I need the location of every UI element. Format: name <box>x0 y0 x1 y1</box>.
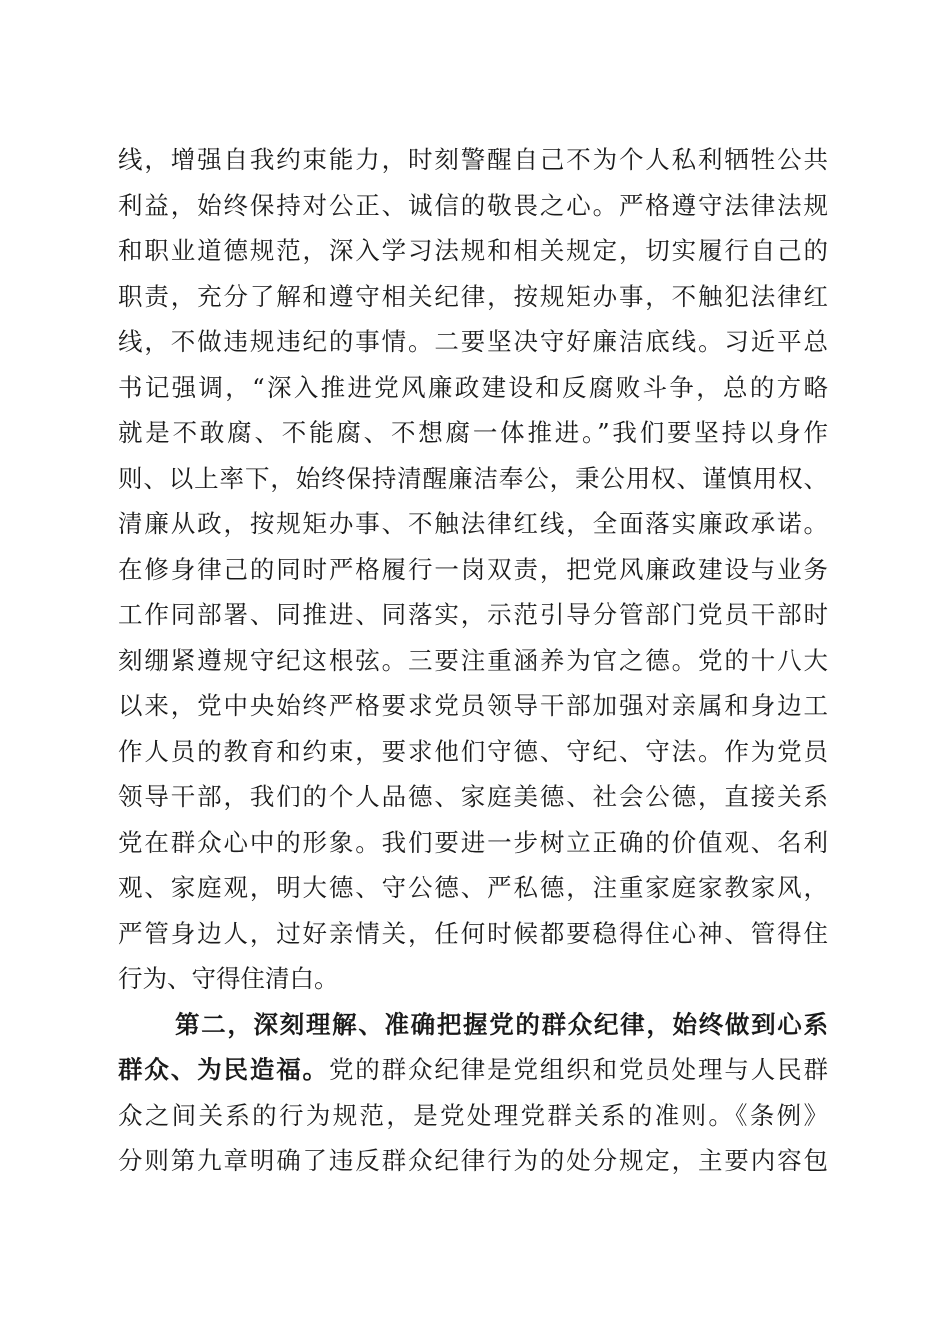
text-line: 和职业道德规范，深入学习法规和相关规定，切实履行自己的 <box>118 236 828 265</box>
section-heading-end: 群众、为民造福。 <box>118 1055 329 1084</box>
paragraph-1 <box>118 137 828 1002</box>
text-line: 分则第九章明确了违反群众纪律行为的处分规定，主要内容包 <box>118 1146 828 1175</box>
text-line: 线，增强自我约束能力，时刻警醒自己不为个人私利牺牲公共 <box>118 145 828 174</box>
text-line: 作人员的教育和约束，要求他们守德、守纪、守法。作为党员 <box>118 736 828 766</box>
text-line: 众之间关系的行为规范，是党处理党群关系的准则。《条例》 <box>118 1100 828 1130</box>
text-line: 书记强调，“深入推进党风廉政建设和反腐败斗争，总的方略 <box>118 372 828 402</box>
text-line: 则、以上率下，始终保持清醒廉洁奉公，秉公用权、谨慎用权、 <box>118 463 828 493</box>
text-line: 就是不敢腐、不能腐、不想腐一体推进。”我们要坚持以身作 <box>118 418 828 447</box>
text-line: 职责，充分了解和遵守相关纪律，按规矩办事，不触犯法律红 <box>118 281 828 311</box>
text-line: 党在群众心中的形象。我们要进一步树立正确的价值观、名利 <box>118 827 828 857</box>
text-line: 在修身律己的同时严格履行一岗双责，把党风廉政建设与业务 <box>118 554 828 584</box>
text-line: 清廉从政，按规矩办事、不触法律红线，全面落实廉政承诺。 <box>118 509 828 538</box>
text-line: 领导干部，我们的个人品德、家庭美德、社会公德，直接关系 <box>118 782 828 811</box>
text-line: 行为、守得住清白。 <box>118 964 339 993</box>
text-line: 利益，始终保持对公正、诚信的敬畏之心。严格遵守法律法规 <box>118 190 828 220</box>
text-line: 严管身边人，过好亲情关，任何时候都要稳得住心神、管得住 <box>118 918 828 948</box>
text-line: 观、家庭观，明大德、守公德、严私德，注重家庭家教家风， <box>118 873 828 902</box>
paragraph-2 <box>118 1002 828 1184</box>
body-text <box>118 137 828 1184</box>
text-line: 以来，党中央始终严格要求党员领导干部加强对亲属和身边工 <box>118 691 828 720</box>
text-line: 工作同部署、同推进、同落实，示范引导分管部门党员干部时 <box>118 600 828 629</box>
section-heading-line: 第二，深刻理解、准确把握党的群众纪律，始终做到心系 <box>175 1009 828 1039</box>
text-line-mixed <box>118 1047 828 1093</box>
text-line: 刻绷紧遵规守纪这根弦。三要注重涵养为官之德。党的十八大 <box>118 645 828 675</box>
text-line: 线，不做违规违纪的事情。二要坚决守好廉洁底线。习近平总 <box>118 327 828 356</box>
text-run: 党的群众纪律是党组织和党员处理与人民群 <box>328 1055 829 1084</box>
